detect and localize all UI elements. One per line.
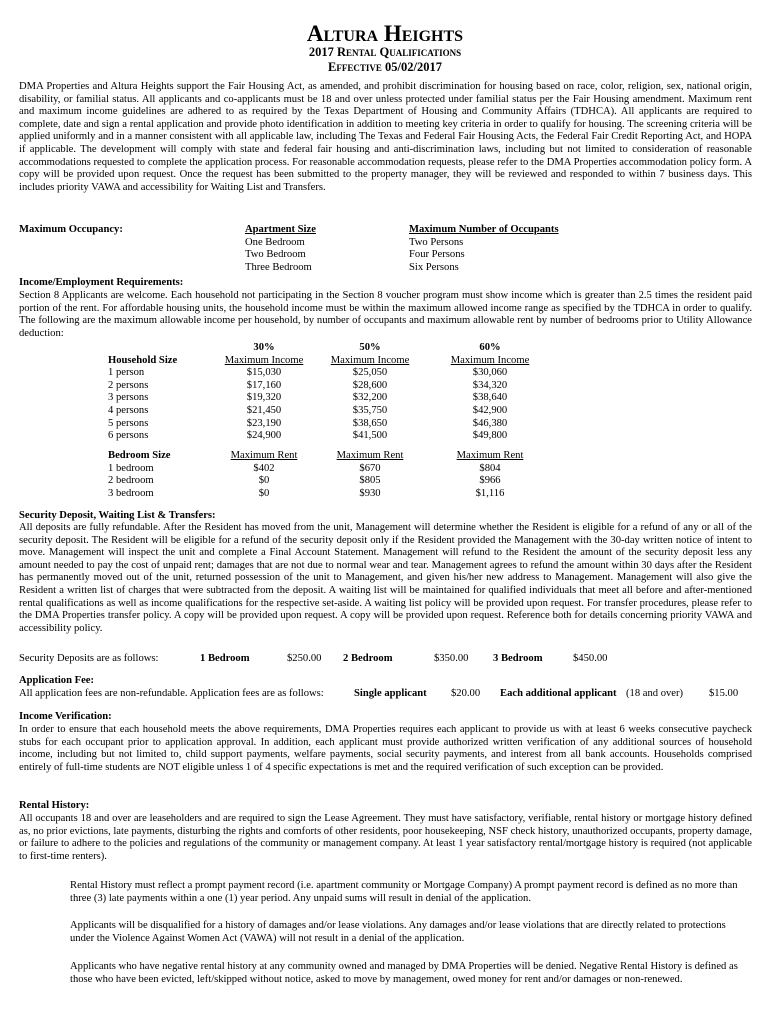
rental-history-note-damages: Applicants will be disqualified for a history of damages and/or lease violations. Any damages and/or lease violations that are directly related to protections under the Violence Against Women Act (VAWA) will not result in a denial of the application. [70, 920, 726, 944]
income-value: $35,750 [352, 404, 388, 416]
deposit-bed1-label: 1 Bedroom [200, 653, 250, 664]
rent-value: $805 [359, 475, 381, 487]
household-size-column [108, 342, 177, 443]
rent-value: $670 [359, 462, 381, 474]
deposit-bed3-label: 3 Bedroom [493, 653, 543, 664]
income-paragraph: Section 8 Applicants are welcome. Each household not participating in the Section 8 voucher program must show income which is greater than 2.5 times the resident paid portion of the rent. For affordable housing units, the household income must be within the maximum allowed income range as specified by the TDHCA in order to qualify. The following are the maximum allowable income per household, by number of occupants and maximum allowable rent by number of bedrooms prior to Utility Allowance deduction: [19, 290, 752, 339]
deposit-bed2-label: 2 Bedroom [343, 653, 393, 664]
single-applicant-fee: $20.00 [451, 688, 481, 699]
verification-heading: Income Verification: [19, 711, 112, 722]
income-value: $17,160 [246, 379, 282, 391]
income-value: $41,500 [352, 430, 388, 442]
max-income-header: Maximum Income [224, 354, 304, 366]
single-applicant-label: Single applicant [354, 688, 427, 699]
rent-value: $1,116 [475, 487, 505, 499]
apartment-size: One Bedroom [245, 236, 305, 248]
apartment-size: Three Bedroom [245, 261, 312, 273]
security-heading: Security Deposit, Waiting List & Transfers: [19, 510, 216, 521]
income-30-column [204, 342, 324, 443]
rental-history-note-negative: Applicants who have negative rental history at any community owned and managed by DMA Properties will be denied. Negative Rental History is defined as those who have been evicted, left/skipped without notice, asked to move by management, owed money for rent and/or damages or non-renewed. [70, 961, 738, 985]
application-heading: Application Fee: [19, 675, 95, 686]
bedroom-size: 2 bedroom [108, 475, 154, 487]
income-value: $49,800 [472, 430, 508, 442]
rental-history-heading: Rental History: [19, 800, 90, 811]
income-value: $42,900 [472, 404, 508, 416]
rent-50-column [310, 450, 430, 500]
additional-applicant-label: Each additional applicant [500, 688, 617, 699]
rent-value: $804 [479, 462, 501, 474]
income-value: $21,450 [246, 404, 282, 416]
rent-value: $966 [479, 475, 501, 487]
household-size: 4 persons [108, 404, 149, 416]
household-size: 3 persons [108, 392, 149, 404]
household-size: 6 persons [108, 430, 149, 442]
bedroom-size-column [108, 450, 170, 500]
income-60-column [430, 342, 550, 443]
apartment-size-header: Apartment Size [245, 224, 316, 235]
income-50-column [310, 342, 430, 443]
security-paragraph: All deposits are fully refundable. After the Resident has moved from the unit, Management will determine whether the Resident is eligible for a refund of any or all of the security deposit. The Resident will be eligible for a refund of the security deposit only if the Resident provided the Management with the 30-day written notice of intent to move. Management will inspect the unit and complete a Final Account Statement. Management will refund to the Resident the amount of the security deposit less any amount needed to pay the cost of unpaid rent; damages that are not due to normal wear and tear. Management agrees to refund the amount within 30 days after the Resident has permanently moved out of the unit, returned possession of the unit to Management, and given his/her new address to Management. Management will also give the Resident a written list of charges that were subtracted from the deposit. A waiting list will be maintained for qualified individuals that meet all before and after-mentioned rental qualifications as well as income qualifications for the respective set-aside. A waiting list policy will be provided upon request. For transfer procedures, please refer to the DMA Properties transfer policy. A copy will be provided upon request. A copy will be provided upon request. Reference both for details concerning priority VAWA and accessibility policy. [19, 522, 752, 634]
pct-30-header: 30% [253, 342, 275, 353]
additional-applicant-fee: $15.00 [709, 688, 739, 699]
household-size-header: Household Size [108, 354, 178, 366]
income-value: $23,190 [246, 417, 282, 429]
application-text: All application fees are non-refundable. Application fees are as follows: [19, 688, 324, 699]
rent-value: $402 [253, 462, 275, 474]
income-value: $38,650 [352, 417, 388, 429]
apartment-size: Two Bedroom [245, 249, 306, 261]
income-value: $30,060 [472, 367, 508, 379]
household-size: 1 person [108, 367, 145, 379]
page-subtitle: 2017 Rental Qualifications [308, 45, 462, 59]
pct-60-header: 60% [479, 342, 501, 353]
max-rent-header: Maximum Rent [456, 450, 524, 461]
deposit-bed3-amount: $450.00 [573, 653, 608, 664]
rent-30-column [204, 450, 324, 500]
bedroom-size: 1 bedroom [108, 462, 154, 474]
pct-50-header: 50% [359, 342, 381, 353]
bedroom-size-header: Bedroom Size [108, 450, 171, 461]
household-size: 5 persons [108, 417, 149, 429]
additional-applicant-note: (18 and over) [626, 688, 684, 699]
rental-history-note-payment: Rental History must reflect a prompt payment record (i.e. apartment community or Mortgage Company) A prompt payment record is defined as no more than three (3) late payments within a one (1) year period. Any unpaid sums will result in denial of the application. [70, 880, 738, 904]
income-value: $46,380 [472, 417, 508, 429]
apartment-size-column [245, 224, 316, 274]
income-value: $28,600 [352, 379, 388, 391]
income-value: $34,320 [472, 379, 508, 391]
income-value: $38,640 [472, 392, 508, 404]
max-income-header: Maximum Income [330, 354, 410, 366]
occupants-header: Maximum Number of Occupants [409, 224, 559, 235]
income-value: $15,030 [246, 367, 282, 379]
occupants-value: Six Persons [409, 261, 459, 273]
deposits-label: Security Deposits are as follows: [19, 653, 159, 664]
occupants-value: Four Persons [409, 249, 465, 261]
household-size: 2 persons [108, 379, 149, 391]
occupants-column [409, 224, 559, 274]
income-value: $25,050 [352, 367, 388, 379]
deposit-bed1-amount: $250.00 [287, 653, 322, 664]
income-value: $19,320 [246, 392, 282, 404]
rent-value: $930 [359, 487, 381, 499]
income-value: $32,200 [352, 392, 388, 404]
rental-history-paragraph: All occupants 18 and over are leaseholders and are required to sign the Lease Agreement. They must have satisfactory, verifiable, rental history or mortgage history defined as, no prior evictions, late payments, disturbing the rights and comforts of other residents, poor housekeeping, NSF check history, unauthorized occupants, property damage, or failure to adhere to the policies and regulations of the community or management company. At least 1 year satisfactory rental/mortgage history is required (not applicable to first-time renters). [19, 813, 752, 862]
occupancy-label: Maximum Occupancy: [19, 224, 123, 235]
bedroom-size: 3 bedroom [108, 487, 154, 499]
verification-paragraph: In order to ensure that each household meets the above requirements, DMA Properties requires each applicant to provide us with at least 6 weeks consecutive paycheck stubs for each occupant prior to application approval. In addition, each applicant must provide authorized written verification of any additional sources of household income, including but not limited to, child support payments, welfare payments, social security payments, and interest from all bank accounts. Households comprised entirely of full-time students are NOT eligible unless 1 of 4 specific expectations is met and the required verification of such exception can be provided. [19, 724, 752, 773]
page-title: Altura Heights [306, 21, 464, 46]
income-value: $24,900 [246, 430, 282, 442]
deposit-bed2-amount: $350.00 [434, 653, 469, 664]
effective-date: Effective 05/02/2017 [328, 60, 442, 74]
max-rent-header: Maximum Rent [336, 450, 404, 461]
max-rent-header: Maximum Rent [230, 450, 298, 461]
occupants-value: Two Persons [409, 236, 464, 248]
max-income-header: Maximum Income [450, 354, 530, 366]
rent-value: $0 [258, 475, 270, 487]
rent-value: $0 [258, 487, 270, 499]
intro-paragraph: DMA Properties and Altura Heights support the Fair Housing Act, as amended, and prohibit discrimination for housing based on race, color, religion, sex, national origin, disability, or familial status. All applicants and co-applicants must be 18 and over unless protected under familial status per the Fair Housing amendment. Maximum rent and maximum income guidelines are adhered to as required by the Texas Department of Housing and Community Affairs (TDHCA). All applicants are required to complete, date and sign a rental application and provide photo identification in addition to meeting key criteria in order to qualify for housing. The screening criteria will be applied uniformly and in a manner consistent with all applicable law, including The Texas and Federal Fair Housing Acts, the Federal Fair Credit Reporting Act, and HOPA if applicable. The development will comply with state and federal fair housing and anti-discrimination laws, including but not limited to consideration of reasonable accommodations requested to complete the application process. For reasonable accommodation requests, please refer to the DMA Properties accommodation policy form. A copy will be provided upon request. Once the request has been submitted to the property manager, they will be reviewed and responded to within 7 business days. This includes priority VAWA and accessibility for Waiting List and Transfers. [19, 81, 752, 193]
income-heading: Income/Employment Requirements: [19, 277, 184, 288]
rent-60-column [430, 450, 550, 500]
